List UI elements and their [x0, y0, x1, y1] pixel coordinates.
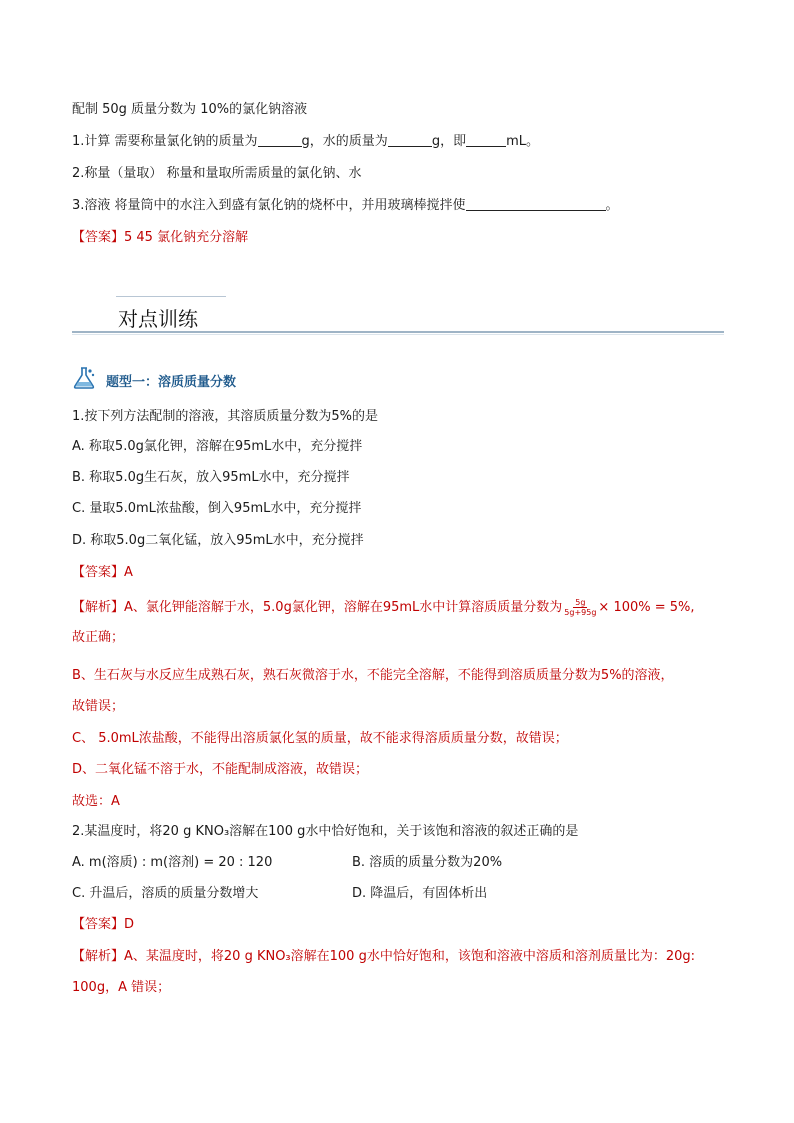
section-rule-shadow — [72, 334, 724, 335]
q2-explanation-a2: 100g，A 错误； — [72, 980, 171, 995]
q1-explanation-a — [72, 598, 695, 617]
q2-stem: 2.某温度时，将20 g KNO₃溶解在100 g水中恰好饱和，关于该饱和溶液的叙述正确的是 — [72, 824, 579, 839]
q2-option-d[interactable]: D. 降温后，有固体析出 — [352, 886, 488, 901]
section-rule — [72, 331, 724, 333]
section-top-rule — [116, 296, 226, 297]
intro-answer: 【答案】5 45 氯化钠充分溶解 — [72, 230, 249, 245]
q1-explanation-conclusion: 故选：A — [72, 794, 120, 809]
q1-explanation-c: C、 5.0mL浓盐酸，不能得出溶质氯化氢的质量，故不能求得溶质质量分数，故错误； — [72, 731, 568, 746]
q1-stem: 1.按下列方法配制的溶液，其溶质质量分数为5%的是 — [72, 409, 379, 424]
q2-answer: 【答案】D — [72, 917, 135, 932]
q1-option-c[interactable]: C. 量取5.0mL浓盐酸，倒入95mL水中，充分搅拌 — [72, 501, 362, 516]
intro-step3 — [72, 197, 619, 215]
q1-explanation-a2: 故正确； — [72, 630, 125, 645]
intro-step2: 2.称量（量取） 称量和量取所需质量的氯化钠、水 — [72, 166, 362, 181]
flask-icon — [72, 366, 98, 394]
step1-pre: 1.计算 需要称量氯化钠的质量为 — [72, 134, 258, 149]
blank-4[interactable] — [466, 197, 606, 211]
step3-pre: 3.溶液 将量筒中的水注入到盛有氯化钠的烧杯中，并用玻璃棒搅拌使 — [72, 198, 466, 213]
step1-post: mL。 — [506, 134, 539, 149]
q2-option-c[interactable]: C. 升温后，溶质的质量分数增大 — [72, 886, 259, 901]
q1-explanation-d: D、二氧化锰不溶于水，不能配制成溶液，故错误； — [72, 762, 369, 777]
section-title: 对点训练 — [118, 307, 198, 331]
q2-explanation-a: 【解析】A、某温度时，将20 g KNO₃溶解在100 g水中恰好饱和，该饱和溶液中溶质和溶剂质量比为：20g: — [72, 949, 696, 964]
blank-1[interactable] — [258, 133, 302, 147]
q1-exp1-post: × 100% = 5%, — [598, 600, 695, 615]
question-type — [72, 366, 236, 394]
step1-mid2: g，即 — [431, 134, 467, 149]
q1-option-b[interactable]: B. 称取5.0g生石灰，放入95mL水中，充分搅拌 — [72, 470, 350, 485]
blank-2[interactable] — [388, 133, 432, 147]
step1-mid1: g，水的质量为 — [301, 134, 388, 149]
intro-step1 — [72, 133, 539, 151]
fraction-denominator: 5g+95g — [564, 608, 597, 617]
q1-answer: 【答案】A — [72, 565, 133, 580]
blank-3[interactable] — [466, 133, 506, 147]
q2-option-a[interactable]: A. m(溶质) : m(溶剂) = 20 : 120 — [72, 855, 273, 870]
fraction — [564, 598, 596, 617]
q1-exp1-pre: 【解析】A、氯化钾能溶解于水，5.0g氯化钾，溶解在95mL水中计算溶质质量分数为 — [72, 600, 563, 615]
step3-post: 。 — [605, 198, 619, 213]
fraction-numerator: 5g — [575, 598, 586, 607]
question-type-label: 题型一：溶质质量分数 — [106, 374, 237, 390]
q1-option-a[interactable]: A. 称取5.0g氯化钾，溶解在95mL水中，充分搅拌 — [72, 439, 363, 454]
q1-option-d[interactable]: D. 称取5.0g二氧化锰，放入95mL水中，充分搅拌 — [72, 533, 364, 548]
intro-title: 配制 50g 质量分数为 10%的氯化钠溶液 — [72, 102, 308, 117]
q1-explanation-b2: 故错误； — [72, 699, 125, 714]
q2-option-b[interactable]: B. 溶质的质量分数为20% — [352, 855, 503, 870]
q1-explanation-b: B、生石灰与水反应生成熟石灰，熟石灰微溶于水，不能完全溶解，不能得到溶质质量分数为5%的溶液， — [72, 668, 674, 683]
